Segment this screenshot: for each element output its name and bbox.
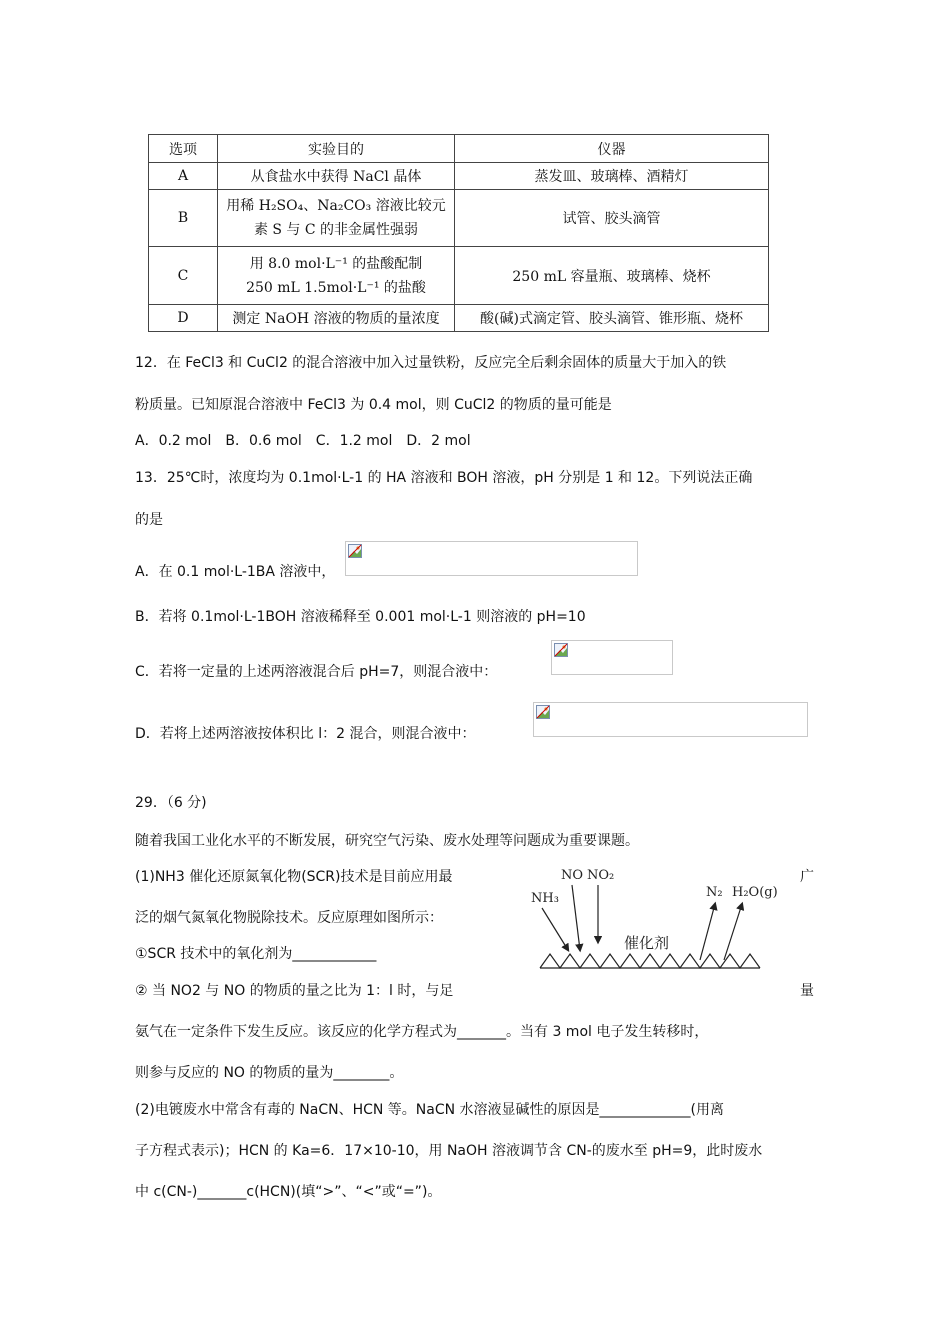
row-purpose-line: 素 S 与 C 的非金属性强弱 <box>253 222 419 238</box>
q13-line2: 的是 <box>135 512 163 528</box>
row-instruments: 试管、胶头滴管 <box>455 190 769 247</box>
q29-p6: 则参与反应的 NO 的物质的量为________。 <box>135 1065 404 1081</box>
broken-image-icon <box>536 705 550 719</box>
label-h2o: H₂O(g) <box>732 885 778 900</box>
header-purpose: 实验目的 <box>218 135 455 163</box>
label-nh3: NH₃ <box>531 891 559 906</box>
formula-image-placeholder <box>551 640 673 675</box>
label-no2: NO₂ <box>587 868 615 883</box>
row-purpose: 测定 NaOH 溶液的物质的量浓度 <box>218 305 455 332</box>
arrow-n2 <box>700 904 715 960</box>
row-instruments: 250 mL 容量瓶、玻璃棒、烧杯 <box>455 247 769 305</box>
table-row <box>149 247 769 305</box>
table-row <box>149 190 769 247</box>
q29-heading: 29．（6 分) <box>135 795 207 811</box>
arrow-no <box>572 885 580 950</box>
header-option: 选项 <box>149 135 218 163</box>
row-option: C <box>149 247 218 305</box>
q29-p3: ①SCR 技术中的氧化剂为____________ <box>135 946 377 962</box>
row-purpose <box>218 247 455 305</box>
experiment-table <box>148 134 769 332</box>
row-instruments: 蒸发皿、玻璃棒、酒精灯 <box>455 163 769 190</box>
q29-p4-left: ② 当 NO2 与 NO 的物质的量之比为 1：l 时，与足 <box>135 983 454 999</box>
q13-option-b: B．若将 0.1mol·L-1BOH 溶液稀释至 0.001 mol·L-1 则溶液的 pH=10 <box>135 609 586 625</box>
q13-option-a: A．在 0.1 mol·L-1BA 溶液中， <box>135 564 336 580</box>
q12-options: A．0.2 mol B．0.6 mol C．1.2 mol D．2 mol <box>135 433 471 449</box>
row-purpose-line: 用稀 H₂SO₄、Na₂CO₃ 溶液比较元 <box>226 198 446 214</box>
row-purpose-line: 250 mL 1.5mol·L⁻¹ 的盐酸 <box>246 279 426 296</box>
scr-reaction-diagram <box>528 862 790 974</box>
q29-p2: 泛的烟气氮氧化物脱除技术。反应原理如图所示： <box>135 910 443 926</box>
table-header-row <box>149 135 769 163</box>
row-purpose <box>218 190 455 247</box>
row-option: D <box>149 305 218 332</box>
catalyst-surface <box>540 954 760 968</box>
arrow-nh3 <box>542 908 568 950</box>
row-purpose: 从食盐水中获得 NaCl 晶体 <box>218 163 455 190</box>
label-no: NO <box>561 868 584 883</box>
q29-p5: 氨气在一定条件下发生反应。该反应的化学方程式为_______。当有 3 mol 电子发生转移时， <box>135 1024 709 1040</box>
q29-p1-right: 广 <box>800 869 814 885</box>
row-purpose-line: 用 8.0 mol·L⁻¹ 的盐酸配制 <box>249 255 423 272</box>
header-instruments: 仪器 <box>455 135 769 163</box>
q13-line1: 13．25℃时，浓度均为 0.1mol·L-1 的 HA 溶液和 BOH 溶液，pH 分别是 1 和 12。下列说法正确 <box>135 470 753 486</box>
q29-p7: (2)电镀废水中常含有毒的 NaCN、HCN 等。NaCN 水溶液显碱性的原因是_____________(用离 <box>135 1102 725 1118</box>
broken-image-icon <box>348 544 362 558</box>
q13-option-d: D．若将上述两溶液按体积比 l：2 混合，则混合液中： <box>135 726 476 742</box>
q29-p4 <box>135 980 814 1000</box>
row-option: B <box>149 190 218 247</box>
table-row <box>149 305 769 332</box>
row-instruments: 酸(碱)式滴定管、胶头滴管、锥形瓶、烧杯 <box>455 305 769 332</box>
formula-image-placeholder <box>533 702 808 737</box>
q29-p9: 中 c(CN-)_______c(HCN)(填“>”、“<”或“=”)。 <box>135 1184 442 1200</box>
broken-image-icon <box>554 643 568 657</box>
q29-intro: 随着我国工业化水平的不断发展，研究空气污染、废水处理等问题成为重要课题。 <box>135 833 639 849</box>
label-catalyst: 催化剂 <box>624 934 670 952</box>
q29-p8: 子方程式表示)；HCN 的 Ka=6．17×10-10，用 NaOH 溶液调节含 CN-的废水至 pH=9，此时废水 <box>135 1143 763 1159</box>
q29-p1-left: (1)NH3 催化还原氮氧化物(SCR)技术是目前应用最 <box>135 869 453 885</box>
q12-line2: 粉质量。已知原混合溶液中 FeCl3 为 0.4 mol，则 CuCl2 的物质的量可能是 <box>135 397 612 413</box>
q29-p4-right: 量 <box>800 983 814 999</box>
arrow-h2o <box>724 904 742 960</box>
table-row <box>149 163 769 190</box>
label-n2: N₂ <box>706 885 723 900</box>
q13-option-c: C．若将一定量的上述两溶液混合后 pH=7，则混合液中： <box>135 664 498 680</box>
formula-image-placeholder <box>345 541 638 576</box>
q12-line1: 12．在 FeCl3 和 CuCl2 的混合溶液中加入过量铁粉，反应完全后剩余固体的质量大于加入的铁 <box>135 355 727 371</box>
row-option: A <box>149 163 218 190</box>
